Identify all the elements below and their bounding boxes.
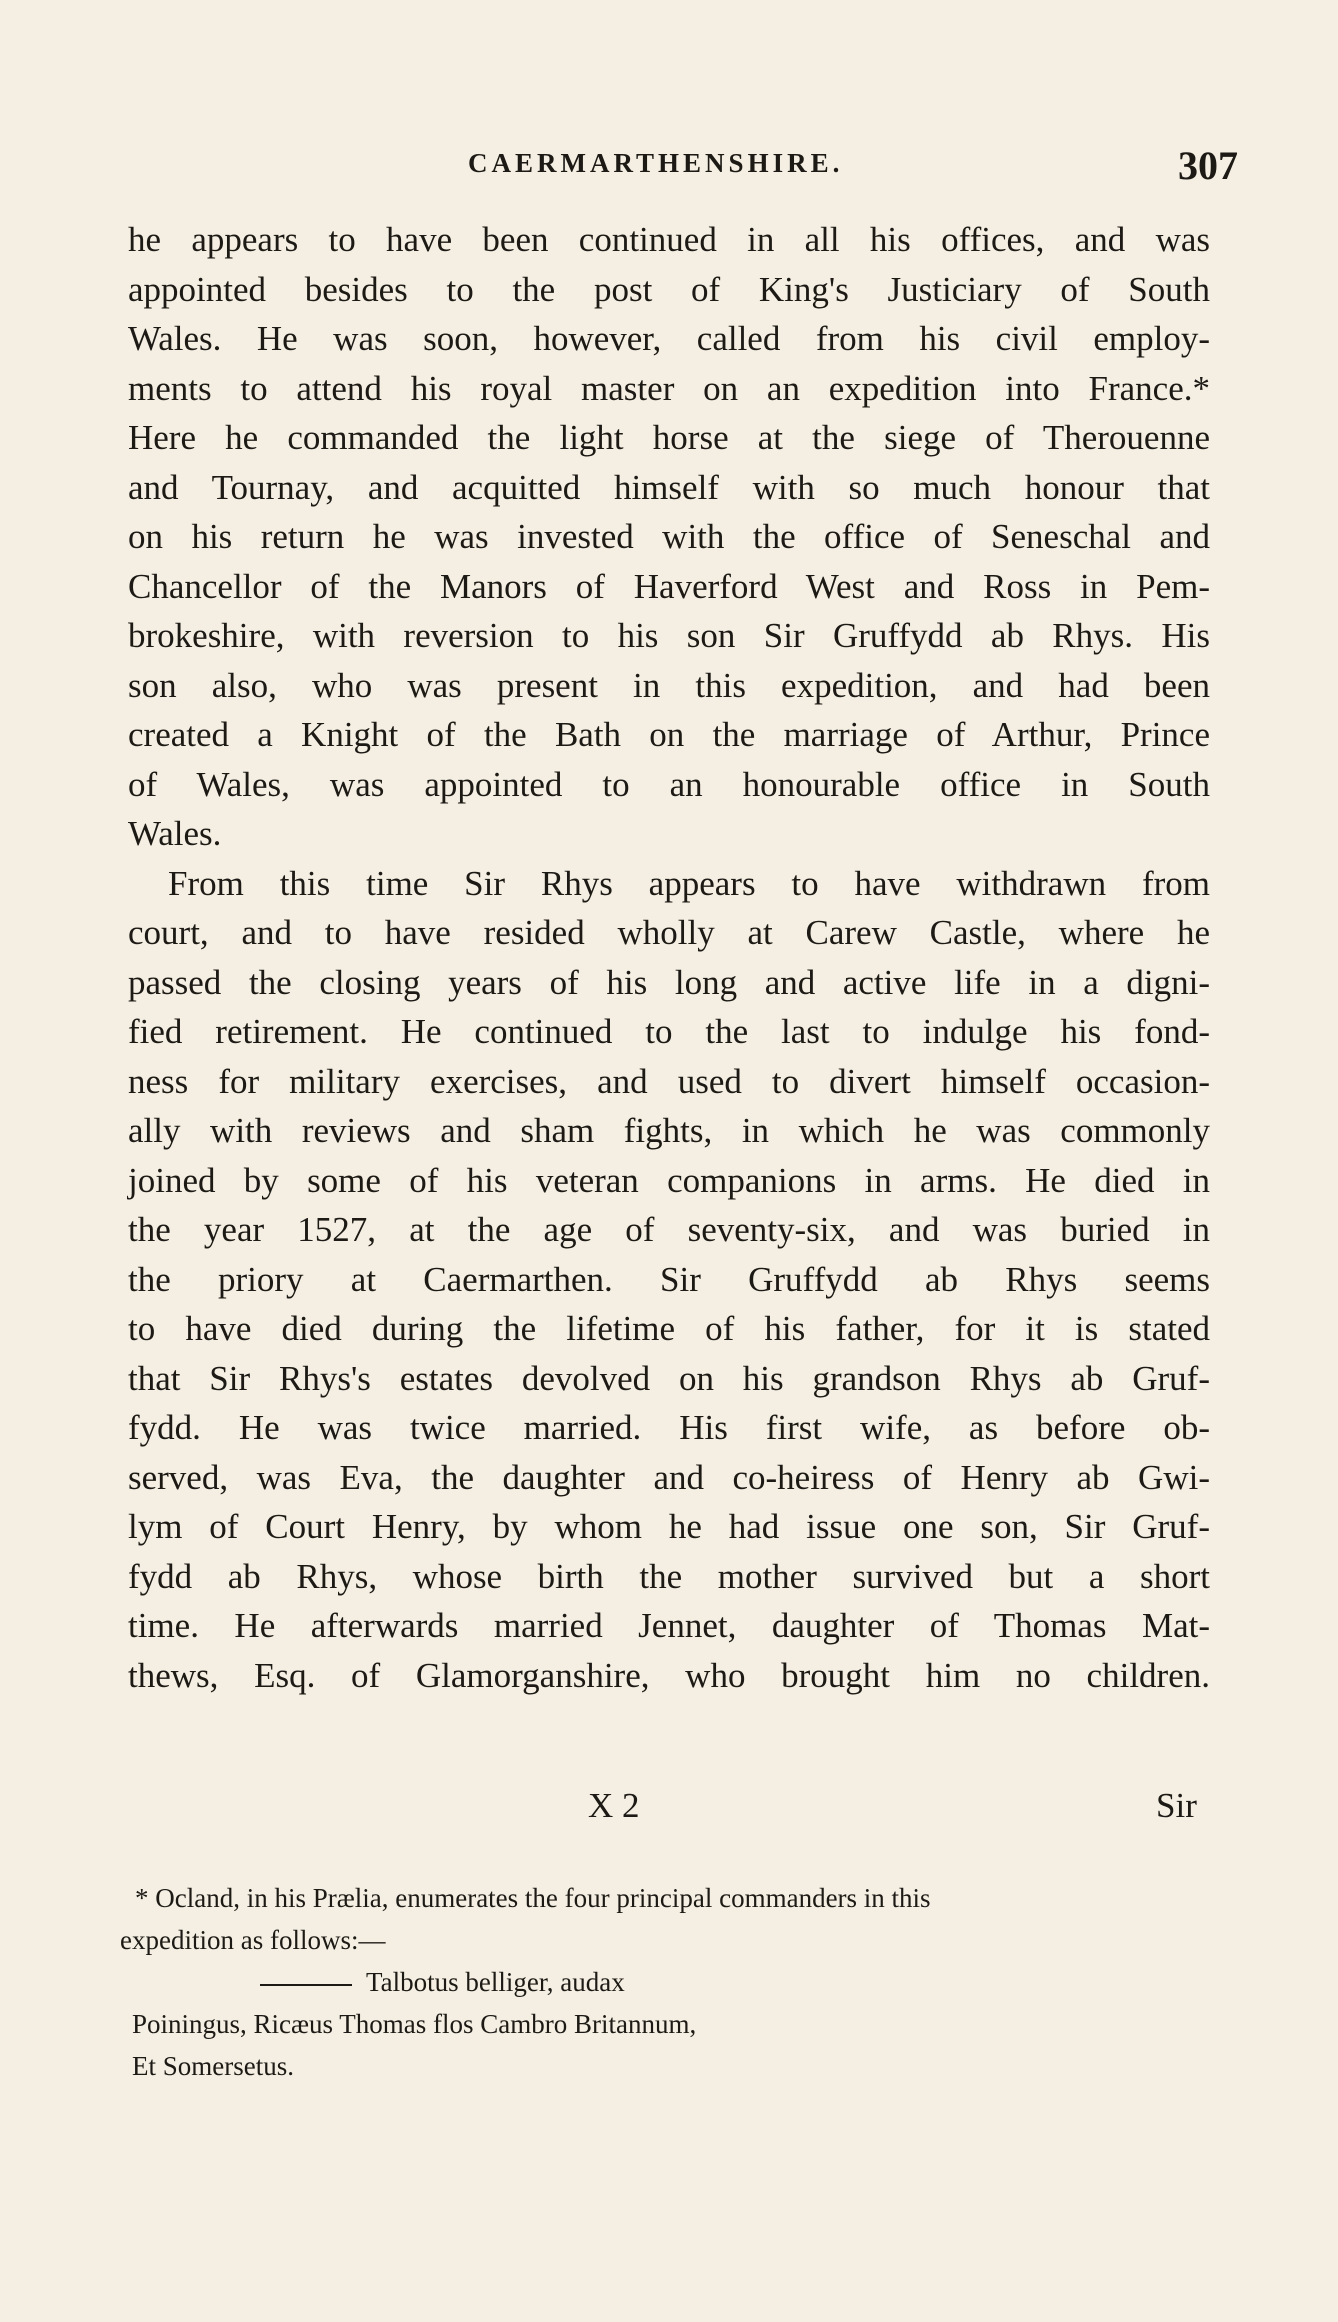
text-line: of Wales, was appointed to an honourable office in South (128, 764, 1210, 804)
ditto-dash (260, 1984, 352, 1986)
text-line: ness for military exercises, and used to divert himself occasion- (128, 1061, 1210, 1101)
text-line: the priory at Caermarthen. Sir Gruffydd ab Rhys seems (128, 1259, 1210, 1299)
footnote-line: expedition as follows:— (120, 1925, 386, 1955)
text-line: created a Knight of the Bath on the marriage of Arthur, Prince (128, 715, 1210, 754)
text-line: son also, who was present in this expedition, and had been (128, 665, 1210, 705)
text-line: fied retirement. He continued to the last to indulge his fond- (128, 1012, 1210, 1051)
text-line: fydd ab Rhys, whose birth the mother survived but a short (128, 1556, 1210, 1596)
text-line: From this time Sir Rhys appears to have withdrawn from (168, 863, 1210, 903)
text-line: Chancellor of the Manors of Haverford West and Ross in Pem- (128, 566, 1210, 606)
text-line: brokeshire, with reversion to his son Sir Gruffydd ab Rhys. His (128, 616, 1210, 655)
text-line: Here he commanded the light horse at the siege of Therouenne (128, 418, 1210, 457)
text-line: joined by some of his veteran companions in arms. He died in (128, 1160, 1210, 1200)
text-line: time. He afterwards married Jennet, daughter of Thomas Mat- (128, 1606, 1210, 1645)
footnote-verse-line: Poiningus, Ricæus Thomas flos Cambro Britannum, (132, 2009, 697, 2039)
text-line: passed the closing years of his long and active life in a digni- (128, 962, 1210, 1002)
footnote-verse-line: Et Somersetus. (132, 2051, 294, 2081)
page-number: 307 (1178, 143, 1238, 188)
catchword: Sir (1156, 1786, 1197, 1825)
footnote-verse-line (120, 1961, 1220, 2003)
text-line: to have died during the lifetime of his father, for it is stated (128, 1309, 1210, 1348)
text-line: served, was Eva, the daughter and co-heiress of Henry ab Gwi- (128, 1457, 1210, 1497)
text-line: Wales. He was soon, however, called from his civil employ- (128, 319, 1210, 358)
text-line: fydd. He was twice married. His first wife, as before ob- (128, 1408, 1210, 1447)
running-title: CAERMARTHENSHIRE. (468, 148, 844, 178)
text-line: Wales. (128, 814, 222, 853)
running-head (0, 143, 1338, 188)
text-line: appointed besides to the post of King's Justiciary of South (128, 269, 1210, 309)
text-line: lym of Court Henry, by whom he had issue one son, Sir Gruf- (128, 1507, 1210, 1546)
footnote (120, 1877, 1220, 2087)
text-line: ally with reviews and sham fights, in which he was commonly (128, 1111, 1210, 1150)
verse-text: Talbotus belliger, audax (366, 1967, 625, 1997)
text-line: he appears to have been continued in all his offices, and was (128, 220, 1210, 259)
text-line: court, and to have resided wholly at Carew Castle, where he (128, 913, 1210, 952)
catchline (0, 1786, 1338, 1836)
text-line: thews, Esq. of Glamorganshire, who brought him no children. (128, 1655, 1210, 1695)
body-text (128, 215, 1210, 1700)
footnote-line: * Ocland, in his Prælia, enumerates the four principal commanders in this (135, 1883, 931, 1913)
text-line: on his return he was invested with the office of Seneschal and (128, 517, 1210, 556)
text-line: that Sir Rhys's estates devolved on his grandson Rhys ab Gruf- (128, 1358, 1210, 1398)
signature-mark: X 2 (588, 1786, 640, 1825)
text-line: ments to attend his royal master on an expedition into France.* (128, 368, 1210, 408)
text-line: and Tournay, and acquitted himself with so much honour that (128, 467, 1210, 507)
text-line: the year 1527, at the age of seventy-six, and was buried in (128, 1210, 1210, 1249)
